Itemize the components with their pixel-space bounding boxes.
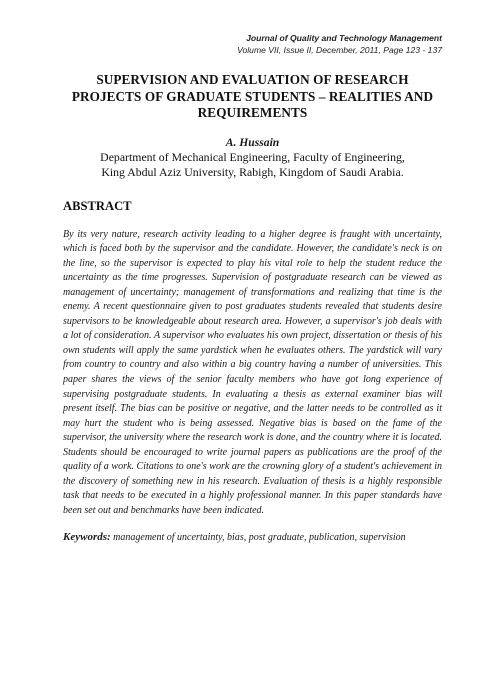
- keywords-text: management of uncertainty, bias, post graduate, publication, supervision: [113, 532, 406, 544]
- author-name: A. Hussain: [225, 135, 280, 149]
- author-department: Department of Mechanical Engineering, Faculty of Engineering,: [100, 149, 405, 164]
- issue-info: Volume VII, Issue II, December, 2011, Page 123 - 137: [237, 45, 442, 55]
- keywords-label: Keywords:: [63, 531, 111, 544]
- author-university: King Abdul Aziz University, Rabigh, Kingdom of Saudi Arabia.: [101, 164, 404, 179]
- abstract-heading: ABSTRACT: [63, 198, 132, 213]
- journal-header: [63, 32, 442, 56]
- journal-name: Journal of Quality and Technology Management: [246, 33, 442, 43]
- paper-title: SUPERVISION AND EVALUATION OF RESEARCH PROJECTS OF GRADUATE STUDENTS – REALITIES AND REQUIREMENTS: [71, 72, 434, 120]
- abstract-text: By its very nature, research activity leading to a higher degree is fraught with uncertainty, which is faced both by the supervisor and the candidate. However, the candidate's neck is on the line, so the supervisor is expected to play his vital role to help the student reduce the uncertainty as the time progresses. Supervision of postgraduate research can be viewed as management of uncertainty; management of transformations and realizing that time is the enemy. A recent questionnaire given to post graduates students revealed that students desire supervisors to be knowledgeable about research area. However, a supervisor's job deals with a lot of consideration. A supervisor who evaluates his own project, dissertation or thesis of his own students will apply the same yardstick when he evaluates others. The yardstick will vary from country to country and also within a big country having a number of universities. This paper shares the views of the senior faculty members who have got long experience of supervising postgraduate students. In evaluating a thesis as external examiner bias will present itself. The bias can be positive or negative, and the latter needs to be controlled as it may hurt the student who is being assessed. Negative bias is based on the fame of the supervisor, the university where the research work is done, and the country where it is located. Students should be encouraged to write journal papers as publications are the proof of the quality of a work. Citations to one's work are the crowning glory of a student's achievement in the discovery of something new in his research. Evaluation of thesis is a highly responsible task that needs to be executed in a highly professional manner. In this paper standards have been set out and benchmarks have been indicated.: [63, 228, 442, 516]
- keywords-section: [63, 530, 442, 546]
